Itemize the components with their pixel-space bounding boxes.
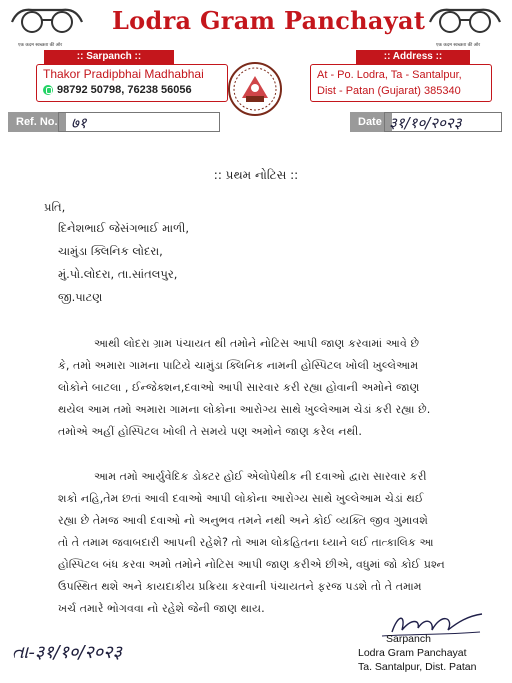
signature-title: Sarpanch [386,633,431,645]
paragraph-line: ખર્ચ તમારે ભોગવવા નો રહેશે જેની જાણ થાય. [58,602,265,615]
sarpanch-heading: :: Sarpanch :: [44,50,174,64]
paragraph-line: ઉપસ્થિત થશે અને કાયદાકીય પ્રક્રિયા કરવાની પંચાયતને ફરજ પડશે તો તે તમામ [58,580,422,593]
address-heading: :: Address :: [356,50,470,64]
logo-caption-left: एक कदम स्वच्छता की ओर [18,43,63,48]
paragraph-line: આથી લોદરા ગ્રામ પંચાયત થી તમોને નોટિસ આપી જાણ કરવામાં આવે છે [94,337,420,350]
paragraph-line: તમોએ અહીં હોસ્પિટલ ખોલી તે સમયે પણ અમોને જાણ કરેલ નથી. [58,425,362,438]
sarpanch-phone: 98792 50798, 76238 56056 [57,84,192,96]
address-line-1: At - Po. Lodra, Ta - Santalpur, [317,69,462,81]
date-label: Date [350,112,392,132]
paragraph-line: તો તે તમામ જવાબદારી આપની રહેશે? તો આમ લોકહિતના ધ્યાને લઈ તાત્કાલિક આ [58,536,434,549]
handwritten-date: તા-३१/१०/२०२३ [12,642,122,663]
sarpanch-name: Thakor Pradipbhai Madhabhai [43,67,204,81]
panchayat-title: Lodra Gram Panchayat [112,6,426,35]
paragraph-line: શકો નહિ,તેમ છતાં આવી દવાઓ આપી લોકોના આરોગ્ય સાથે ખુલ્લેઆમ ચેડાં થઈ [58,492,424,505]
recipient-line: દિનેશભાઈ જેસંગભાઈ માળી, [58,221,190,235]
notice-title: :: પ્રથમ નોટિસ :: [213,168,299,182]
paragraph-line: લોકોને બાટલા , ઈન્જેક્શન,દવાઓ આપી સારવાર કરી રહ્યા હોવાની અમોને જાણ [58,381,420,394]
swachh-bharat-logo-left [8,4,86,48]
recipient-line: ચામુંડા ક્લિનિક લોદરા, [58,244,163,258]
notice-paragraph-2 [58,466,498,620]
notice-paragraph-1 [58,333,498,443]
date-value-box [384,112,502,132]
signature-place: Ta. Santalpur, Dist. Patan [358,661,477,673]
whatsapp-icon [43,85,53,95]
recipient-line: જી.પાટણ [58,290,103,304]
address-panel [310,64,492,102]
swachh-bharat-logo-right [426,4,504,48]
sarpanch-panel [36,64,228,102]
address-line-2: Dist - Patan (Gujarat) 385340 [317,85,461,97]
paragraph-line: કે, તમો અમારા ગામના પાટિયે ચામુંડા ક્લિનિક નામની હોસ્પિટલ ખોલી ખુલ્લેઆમ [58,359,419,372]
recipient-prati: પ્રતિ, [44,200,66,214]
recipient-line: મું.પો.લોદરા, તા.સાંતલપુર, [58,267,178,281]
paragraph-line: થયેલ આમ તમો અમારા ગામના લોકોના આરોગ્ય સાથે ખુલ્લેઆમ ચેડાં કરી રહ્યા છે. [58,403,431,416]
date-value: ३१/१०/२०२३ [389,114,462,132]
panchayat-emblem-icon [226,60,284,118]
logo-caption-right: एक कदम स्वच्छता की ओर [436,43,481,48]
signature-org: Lodra Gram Panchayat [358,647,467,659]
paragraph-line: રહ્યા છે તેમજ આવી દવાઓ નો અનુભવ તમને નથી અને કોઈ વ્યક્તિ જીવ ગુમાવશે [58,514,428,527]
ref-value: ७१ [71,114,87,132]
paragraph-line: આમ તમો આર્યુવેદિક ડોક્ટર હોઈ એલોપેથીક ની દવાઓ દ્વારા સારવાર કરી [94,470,427,483]
ref-value-box [58,112,220,132]
paragraph-line: હોસ્પિટલ બંધ કરવા અમો તમોને નોટિસ આપી જાણ કરીએ છીએ, વધુમાં જો કોઈ પ્રશ્ન [58,558,445,571]
ref-label: Ref. No. [8,112,66,132]
